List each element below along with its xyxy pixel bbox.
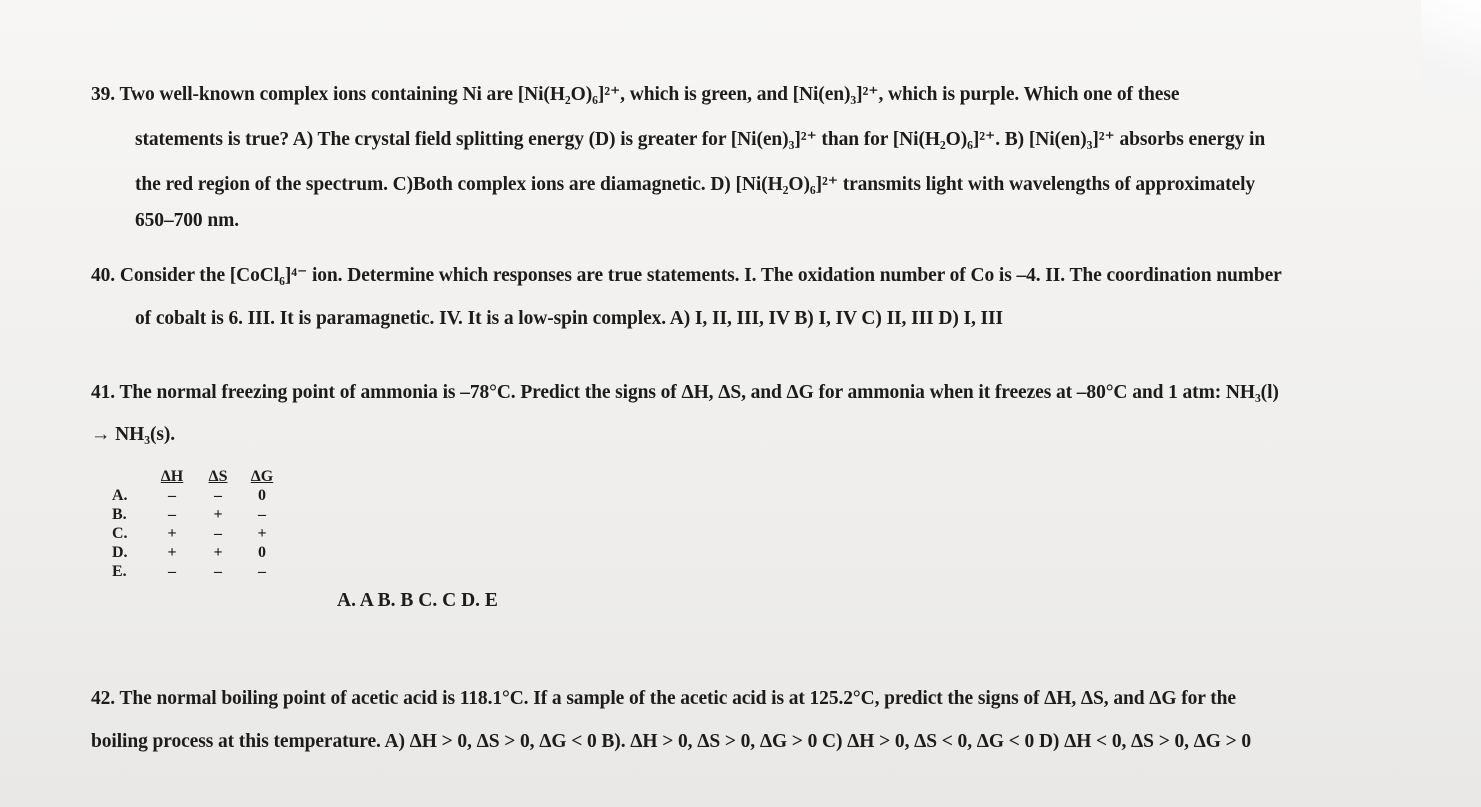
q40-line-1: 40. Consider the [CoCl₆]⁴⁻ ion. Determine which responses are true statements. I. The oxidation number of Co is –4. II. The coordination number [91,265,1282,286]
cell-dh: – [168,563,176,580]
q42-line-2: boiling process at this temperature. A) ΔH > 0, ΔS > 0, ΔG < 0 B). ΔH > 0, ΔS > 0, ΔG > 0 C) ΔH > 0, ΔS < 0, ΔG < 0 D) ΔH < 0, ΔS > 0, ΔG > 0 [91,731,1252,752]
q39-line-1: 39. Two well-known complex ions containing Ni are [Ni(H₂O)₆]²⁺, which is green, and [Ni(en)₃]²⁺, which is purple. Which one of these [91,84,1180,105]
cell-dg: 0 [258,544,266,561]
page-corner [1421,0,1481,120]
cell-ds: + [213,544,223,561]
cell-dg: 0 [258,487,266,504]
header-dh: ΔH [160,468,184,485]
q39-line-3: the red region of the spectrum. C)Both complex ions are diamagnetic. D) [Ni(H₂O)₆]²⁺ transmits light with wavelengths of approximately [135,174,1256,195]
cell-dh: – [168,487,176,504]
cell-ds: + [213,506,223,523]
row-label: D. [112,544,128,561]
cell-dg: + [257,525,267,542]
cell-dh: – [168,506,176,523]
cell-ds: – [214,525,222,542]
q41-line-1: 41. The normal freezing point of ammonia is –78°C. Predict the signs of ΔH, ΔS, and ΔG for ammonia when it freezes at –80°C and 1 atm: NH₃(l) [91,382,1279,403]
row-label: B. [112,506,127,523]
header-dg: ΔG [250,468,274,485]
cell-dg: – [258,506,266,523]
header-ds: ΔS [208,468,228,485]
cell-dh: + [167,525,177,542]
q41-answer-choices: A. A B. B C. C D. E [337,590,498,611]
cell-ds: – [214,563,222,580]
row-label: C. [112,525,128,542]
row-label: A. [112,487,128,504]
cell-ds: – [214,487,222,504]
cell-dg: – [258,563,266,580]
q39-line-4: 650–700 nm. [135,210,239,231]
row-label: E. [112,563,127,580]
q40-line-2: of cobalt is 6. III. It is paramagnetic. IV. It is a low-spin complex. A) I, II, III, IV B) I, IV C) II, III D) I, III [135,308,1003,329]
q42-line-1: 42. The normal boiling point of acetic acid is 118.1°C. If a sample of the acetic acid is at 125.2°C, predict the signs of ΔH, ΔS, and ΔG for the [91,688,1236,709]
q41-line-2: → NH₃(s). [91,424,176,445]
cell-dh: + [167,544,177,561]
q39-line-2: statements is true? A) The crystal field splitting energy (D) is greater for [Ni(en)₃]²⁺ than for [Ni(H₂O)₆]²⁺. B) [Ni(en)₃]²⁺ absorbs energy in [135,129,1266,150]
